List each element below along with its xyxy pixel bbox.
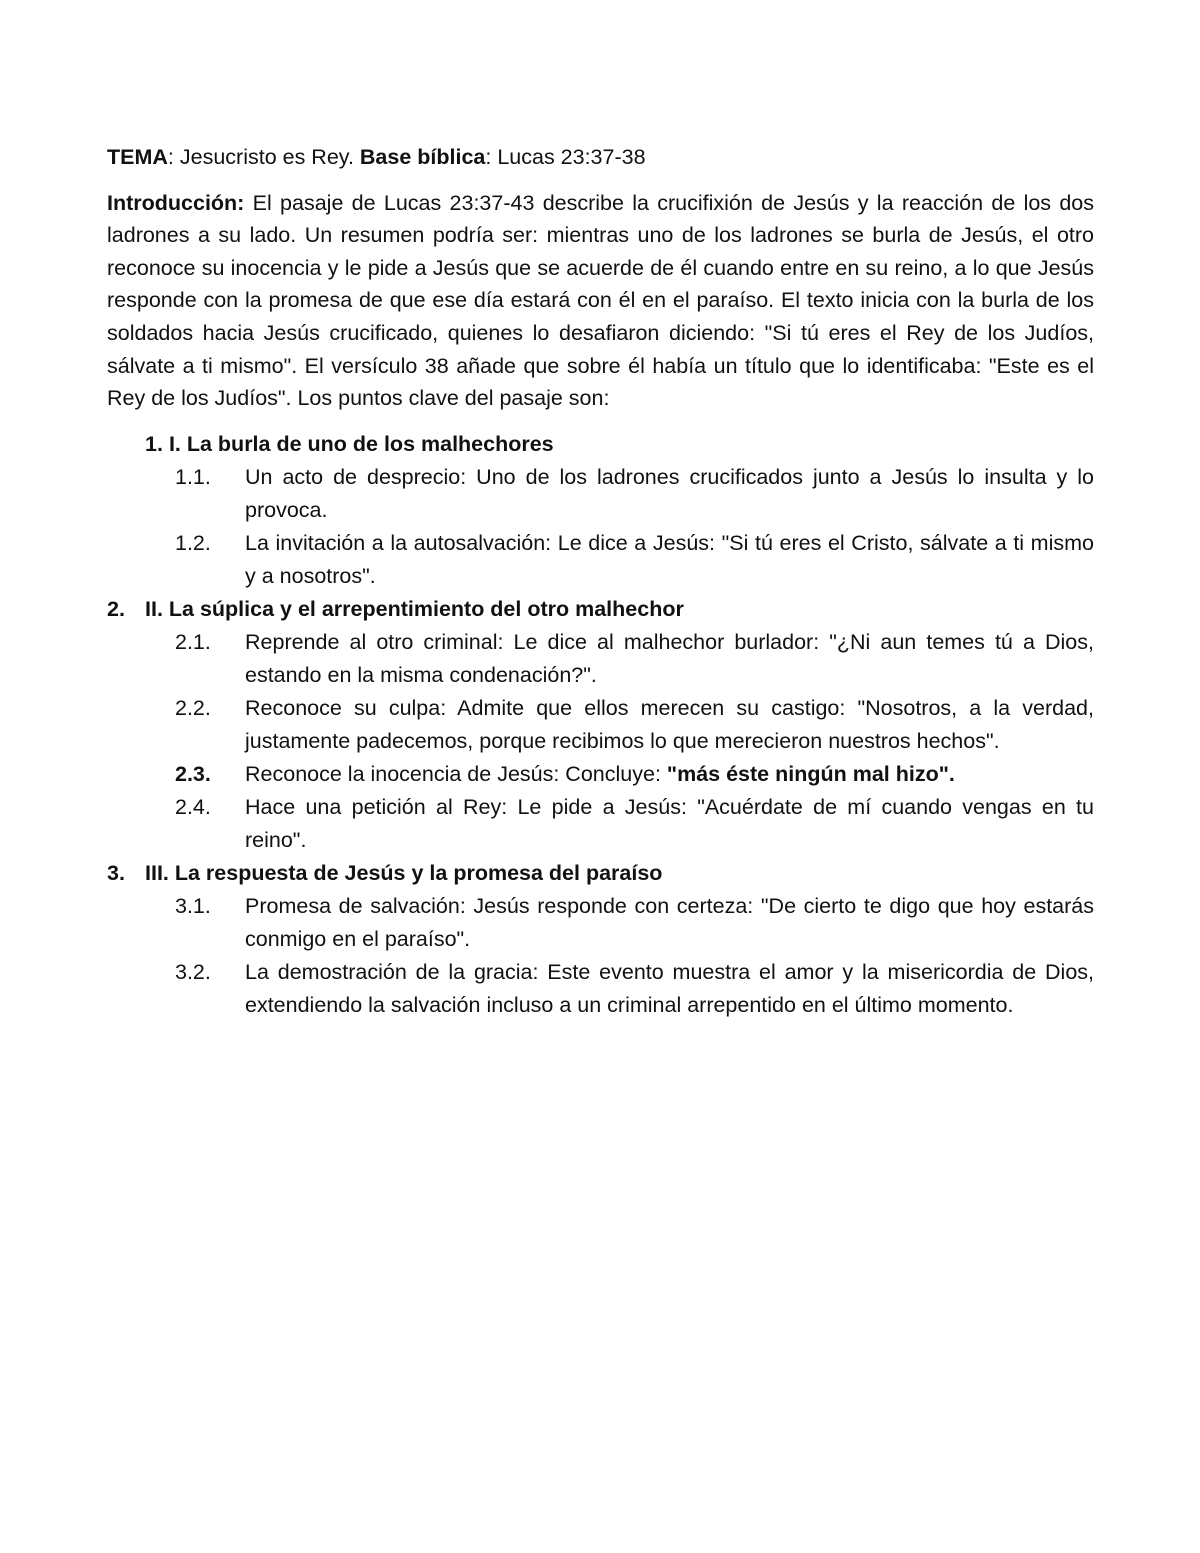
item-number: 2.4.: [175, 794, 211, 819]
item-text: Reconoce su culpa: Admite que ellos merecen su castigo: "Nosotros, a la verdad, justamente padecemos, porque recibimos lo que merecieron nuestros hechos".: [245, 695, 1094, 753]
item-text: Reconoce la inocencia de Jesús: Concluye:: [245, 761, 667, 786]
item-text-wrapper: [245, 758, 1094, 791]
section-number: 3.: [107, 860, 125, 885]
section-title: III. La respuesta de Jesús y la promesa del paraíso: [145, 860, 663, 885]
item-number: 2.3.: [175, 761, 211, 786]
item-number: 3.1.: [175, 893, 211, 918]
item-number: 1.1.: [175, 464, 211, 489]
item-text: Hace una petición al Rey: Le pide a Jesús: "Acuérdate de mí cuando vengas en tu reino".: [245, 794, 1094, 852]
intro-label: Introducción:: [107, 190, 245, 215]
topic-line: [107, 141, 1094, 174]
section-number: 2.: [107, 596, 125, 621]
tema-text: : Jesucristo es Rey.: [167, 145, 360, 169]
tema-label: TEMA: [107, 145, 168, 169]
list-item-2-2: [107, 692, 1094, 758]
item-number: 2.2.: [175, 695, 211, 720]
item-number: 2.1.: [175, 629, 211, 654]
base-label: Base bíblica: [359, 145, 486, 169]
section-title: II. La súplica y el arrepentimiento del otro malhechor: [145, 596, 684, 621]
list-item-3-1: [107, 890, 1094, 956]
section-heading-2: [107, 593, 1094, 626]
list-item-1-1: [107, 461, 1094, 527]
item-text: Reprende al otro criminal: Le dice al malhechor burlador: "¿Ni aun temes tú a Dios, estando en la misma condenación?".: [245, 629, 1094, 687]
list-item-2-1: [107, 626, 1094, 692]
section-number: 1.: [145, 431, 163, 456]
list-item-2-4: [107, 791, 1094, 857]
document-body: [107, 141, 1094, 1022]
list-item-3-2: [107, 956, 1094, 1022]
list-item-2-3: [107, 758, 1094, 791]
item-text: Promesa de salvación: Jesús responde con certeza: "De cierto te digo que hoy estarás conmigo en el paraíso".: [245, 893, 1094, 951]
item-number: 3.2.: [175, 959, 211, 984]
item-text: La invitación a la autosalvación: Le dice a Jesús: "Si tú eres el Cristo, sálvate a ti mismo y a nosotros".: [245, 530, 1094, 588]
section-heading-1: [107, 428, 1094, 461]
intro-paragraph: [107, 187, 1094, 415]
list-item-1-2: [107, 527, 1094, 593]
item-quote-bold: "más éste ningún mal hizo".: [666, 761, 955, 786]
item-text: La demostración de la gracia: Este evento muestra el amor y la misericordia de Dios, extendiendo la salvación incluso a un criminal arrepentido en el último momento.: [245, 959, 1094, 1017]
section-heading-3: [107, 857, 1094, 890]
item-number: 1.2.: [175, 530, 211, 555]
base-text: : Lucas 23:37-38: [485, 145, 646, 169]
section-title: I. La burla de uno de los malhechores: [168, 431, 554, 456]
item-text: Un acto de desprecio: Uno de los ladrones crucificados junto a Jesús lo insulta y lo provoca.: [245, 464, 1094, 522]
intro-text: El pasaje de Lucas 23:37-43 describe la crucifixión de Jesús y la reacción de los dos ladrones a su lado. Un resumen podría ser: mientras uno de los ladrones se burla de Jesús, el otro reconoce su inocencia y le pide a Jesús que se acuerde de él cuando entre en su reino, a lo que Jesús responde con la promesa de que ese día estará con él en el paraíso. El texto inicia con la burla de los soldados hacia Jesús crucificado, quienes lo desafiaron diciendo: "Si tú eres el Rey de los Judíos, sálvate a ti mismo". El versículo 38 añade que sobre él había un título que lo identificaba: "Este es el Rey de los Judíos". Los puntos clave del pasaje son:: [107, 190, 1094, 411]
